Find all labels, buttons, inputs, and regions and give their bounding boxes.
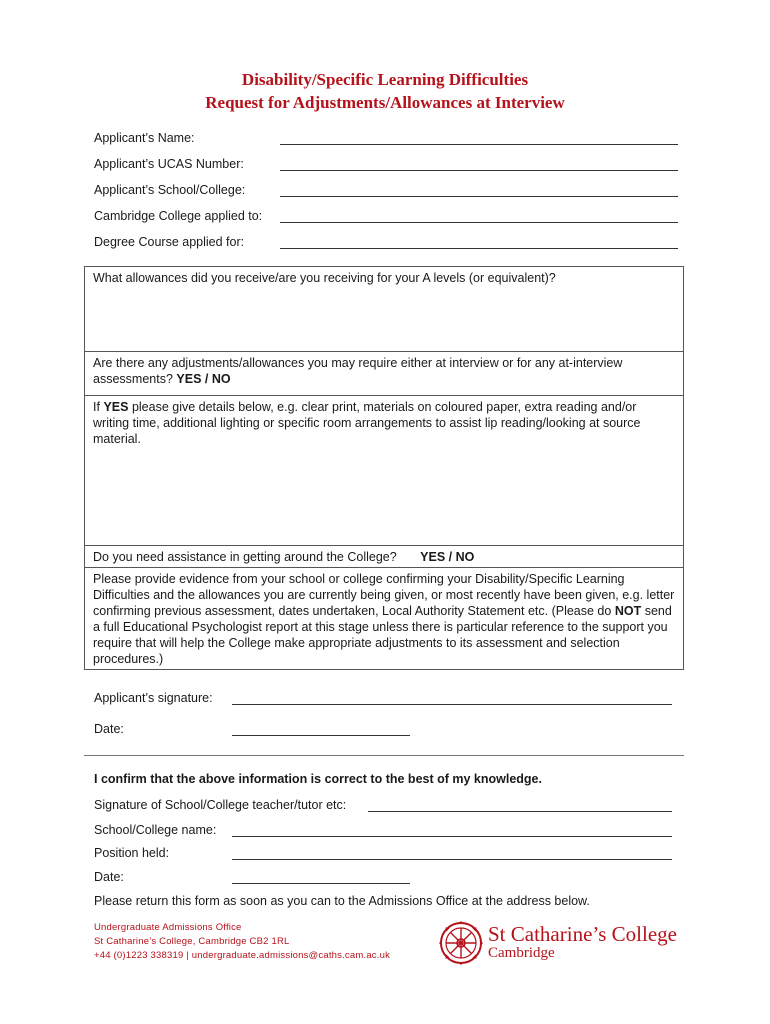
allowances-question: What allowances did you receive/are you receiving for your A levels (or equivalent)? — [93, 271, 556, 285]
applicant-date-row — [94, 722, 410, 738]
college-logo — [438, 918, 683, 968]
applicant-name-row — [94, 131, 678, 147]
evidence-text-2: send a full Educational Psychologist report at this stage unless there is particular reference to the support you require that will help the College make appropriate adjustments to its assessment and selection procedures.) — [93, 604, 672, 666]
evidence-cell — [85, 568, 683, 669]
questions-table — [84, 266, 684, 670]
teacher-date-row — [94, 870, 410, 886]
evidence-not: NOT — [614, 604, 642, 618]
adjustments-cell — [85, 352, 683, 396]
teacher-signature-row — [94, 798, 672, 814]
applicant-name-label: Applicant’s Name: — [94, 131, 195, 145]
teacher-signature-field[interactable] — [368, 811, 672, 812]
school-row — [94, 183, 678, 199]
degree-course-label: Degree Course applied for: — [94, 235, 245, 249]
cambridge-college-field[interactable] — [280, 222, 678, 223]
school-name-row — [94, 823, 672, 839]
allowances-cell[interactable] — [85, 267, 683, 352]
assistance-cell — [85, 546, 683, 568]
adjustments-yes-no[interactable]: YES / NO — [176, 372, 231, 386]
assistance-question: Do you need assistance in getting around the College? — [93, 550, 397, 564]
school-field[interactable] — [280, 196, 678, 197]
teacher-date-label: Date: — [94, 870, 124, 884]
cambridge-college-row — [94, 209, 678, 225]
applicant-name-field[interactable] — [280, 144, 678, 145]
degree-course-field[interactable] — [280, 248, 678, 249]
details-if: If — [93, 400, 100, 414]
teacher-signature-label: Signature of School/College teacher/tutor etc: — [94, 798, 347, 812]
ucas-number-row — [94, 157, 678, 173]
teacher-date-field[interactable] — [232, 883, 410, 884]
catherine-wheel-icon — [438, 920, 484, 966]
degree-course-row — [94, 235, 678, 251]
details-cell[interactable] — [85, 396, 683, 546]
footer-contact: +44 (0)1223 338319 | undergraduate.admissions@caths.cam.ac.uk — [94, 950, 391, 961]
applicant-signature-row — [94, 691, 672, 707]
logo-city: Cambridge — [488, 945, 555, 961]
footer-office: Undergraduate Admissions Office — [94, 922, 242, 933]
logo-college-name: St Catharine’s College — [488, 922, 677, 946]
ucas-number-field[interactable] — [280, 170, 678, 171]
position-field[interactable] — [232, 859, 672, 860]
footer-street: St Catharine’s College, Cambridge CB2 1RL — [94, 936, 290, 947]
cambridge-college-label: Cambridge College applied to: — [94, 209, 263, 223]
applicant-date-label: Date: — [94, 722, 124, 736]
details-text: please give details below, e.g. clear print, materials on coloured paper, extra reading and/or writing time, additional lighting or specific room arrangements to assist lip reading/looking at source material. — [93, 400, 641, 446]
school-name-label: School/College name: — [94, 823, 217, 837]
school-label: Applicant’s School/College: — [94, 183, 246, 197]
applicant-date-field[interactable] — [232, 735, 410, 736]
position-row — [94, 846, 672, 862]
section-divider — [84, 755, 684, 756]
assistance-yes-no[interactable]: YES / NO — [420, 550, 475, 564]
ucas-number-label: Applicant’s UCAS Number: — [94, 157, 244, 171]
details-yes: YES — [103, 400, 129, 414]
confirmation-statement: I confirm that the above information is correct to the best of my knowledge. — [94, 772, 542, 786]
applicant-signature-field[interactable] — [232, 704, 672, 705]
footer-address — [94, 921, 390, 963]
applicant-signature-label: Applicant’s signature: — [94, 691, 213, 705]
position-label: Position held: — [94, 846, 170, 860]
adjustments-question: Are there any adjustments/allowances you may require either at interview or for any at-interview assessments? — [93, 356, 623, 386]
return-note: Please return this form as soon as you can to the Admissions Office at the address below. — [94, 894, 590, 908]
evidence-text-1: Please provide evidence from your school or college confirming your Disability/Specific Learning Difficulties and the allowances you are currently being given, or most recently have been given, e.g. letter confirming previous assessment, dates undertaken, Local Authority Statement etc. (Please do — [93, 572, 675, 618]
form-title-line2: Request for Adjustments/Allowances at Interview — [205, 93, 565, 112]
form-title-line1: Disability/Specific Learning Difficulties — [241, 70, 529, 89]
school-name-field[interactable] — [232, 836, 672, 837]
